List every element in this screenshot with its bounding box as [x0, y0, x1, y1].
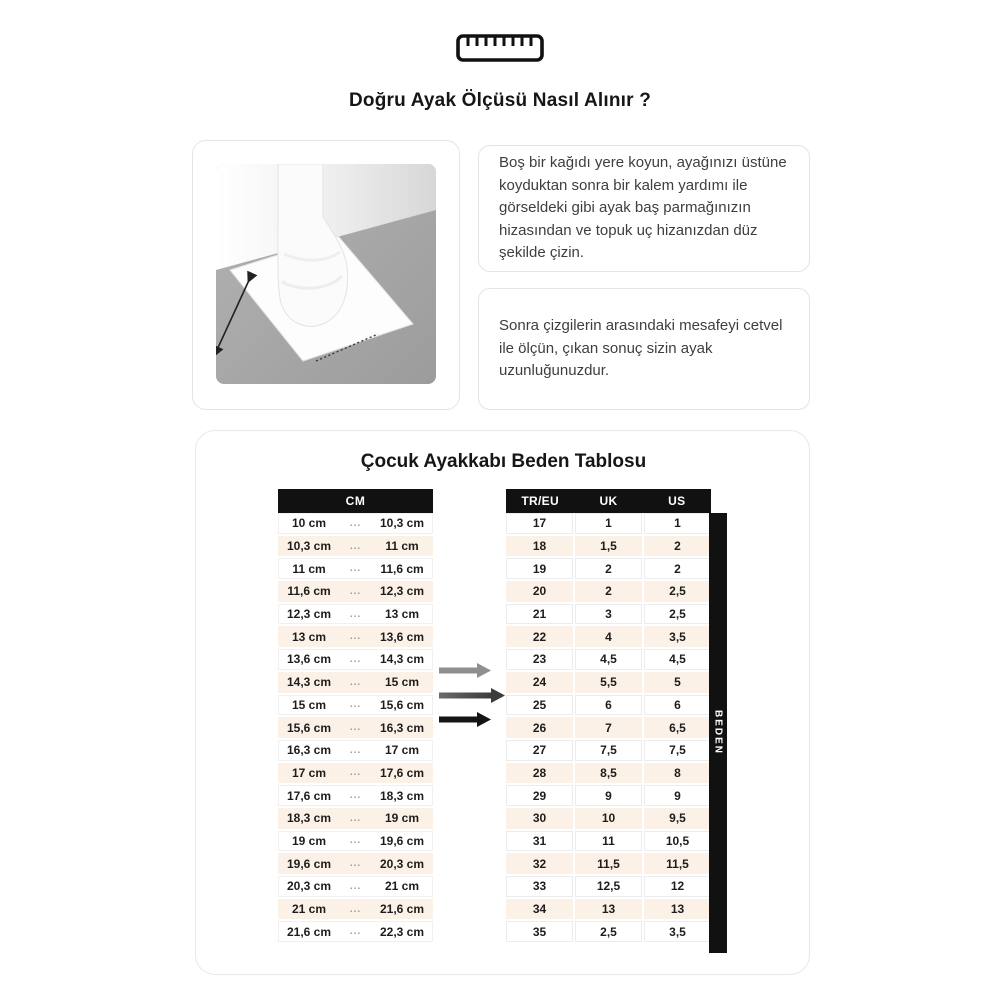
size-table-row	[506, 785, 711, 808]
cm-to-value: 15,6 cm	[379, 697, 425, 712]
foot-measure-photo	[216, 164, 436, 384]
us-value: 13	[644, 899, 711, 920]
us-value: 8	[644, 763, 711, 784]
cm-table-row	[278, 921, 433, 944]
cm-table-row	[278, 536, 433, 559]
size-table-row	[506, 876, 711, 899]
range-dots: ...	[349, 858, 362, 870]
header-uk: UK	[599, 494, 618, 508]
tr-eu-value: 30	[506, 808, 573, 829]
uk-value: 13	[575, 899, 642, 920]
cm-from-value: 18,3 cm	[286, 811, 332, 826]
uk-value: 11,5	[575, 853, 642, 874]
size-table-row	[506, 831, 711, 854]
us-value: 9,5	[644, 808, 711, 829]
tr-eu-value: 32	[506, 853, 573, 874]
cm-to-value: 13 cm	[384, 607, 420, 622]
cm-to-value: 10,3 cm	[379, 516, 425, 531]
range-dots: ...	[349, 926, 362, 938]
us-value: 11,5	[644, 853, 711, 874]
tr-eu-value: 33	[506, 876, 573, 897]
cm-from-value: 15,6 cm	[286, 720, 332, 735]
us-value: 2,5	[644, 604, 711, 625]
uk-value: 1	[575, 513, 642, 534]
uk-value: 1,5	[575, 536, 642, 557]
uk-value: 4	[575, 626, 642, 647]
tr-eu-value: 27	[506, 740, 573, 761]
range-dots: ...	[349, 880, 362, 892]
cm-table-row	[278, 581, 433, 604]
size-table-row	[506, 513, 711, 536]
size-table-row	[506, 740, 711, 763]
size-table-row	[506, 604, 711, 627]
header-us: US	[668, 494, 686, 508]
range-dots: ...	[349, 585, 362, 597]
header-tr-eu: TR/EU	[521, 494, 559, 508]
cm-table-row	[278, 558, 433, 581]
cm-from-value: 13,6 cm	[286, 652, 332, 667]
us-value: 10,5	[644, 831, 711, 852]
cm-from-value: 10,3 cm	[286, 539, 332, 554]
us-value: 9	[644, 785, 711, 806]
range-dots: ...	[349, 608, 362, 620]
size-table-row	[506, 717, 711, 740]
cm-table-row	[278, 876, 433, 899]
cm-to-value: 21,6 cm	[379, 902, 425, 917]
tr-eu-value: 17	[506, 513, 573, 534]
cm-table-row	[278, 626, 433, 649]
tr-eu-value: 34	[506, 899, 573, 920]
uk-value: 7	[575, 717, 642, 738]
cm-from-value: 12,3 cm	[286, 607, 332, 622]
size-table-row	[506, 853, 711, 876]
cm-to-value: 11 cm	[385, 539, 419, 554]
cm-table-row	[278, 717, 433, 740]
range-dots: ...	[349, 790, 362, 802]
uk-value: 5,5	[575, 672, 642, 693]
size-table-row	[506, 558, 711, 581]
tr-eu-value: 23	[506, 649, 573, 670]
cm-to-value: 22,3 cm	[379, 924, 425, 939]
cm-table	[278, 489, 433, 944]
uk-value: 4,5	[575, 649, 642, 670]
instruction-text-2: Sonra çizgilerin arasındaki mesafeyi cetvel ile ölçün, çıkan sonuç sizin ayak uzunluğunuzdur.	[499, 317, 783, 380]
beden-bar	[709, 513, 727, 953]
uk-value: 12,5	[575, 876, 642, 897]
cm-from-value: 16,3 cm	[286, 743, 332, 758]
us-value: 2,5	[644, 581, 711, 602]
arrow-gray-icon	[439, 663, 491, 678]
international-size-table	[506, 489, 711, 944]
us-value: 6	[644, 695, 711, 716]
range-dots: ...	[349, 563, 362, 575]
cm-to-value: 18,3 cm	[379, 788, 425, 803]
transfer-arrows	[439, 663, 505, 727]
us-value: 3,5	[644, 626, 711, 647]
cm-from-value: 14,3 cm	[286, 675, 332, 690]
cm-to-value: 16,3 cm	[379, 720, 425, 735]
cm-table-row	[278, 672, 433, 695]
cm-from-value: 21 cm	[291, 902, 327, 917]
instruction-card-2	[478, 288, 810, 410]
us-value: 4,5	[644, 649, 711, 670]
cm-table-row	[278, 899, 433, 922]
size-table-row	[506, 808, 711, 831]
tr-eu-value: 28	[506, 763, 573, 784]
tr-eu-value: 25	[506, 695, 573, 716]
size-table-row	[506, 899, 711, 922]
cm-to-value: 12,3 cm	[379, 584, 425, 599]
range-dots: ...	[349, 676, 362, 688]
range-dots: ...	[349, 653, 362, 665]
tr-eu-value: 31	[506, 831, 573, 852]
cm-from-value: 11,6 cm	[287, 584, 331, 599]
us-value: 2	[644, 536, 711, 557]
tr-eu-value: 21	[506, 604, 573, 625]
cm-table-row	[278, 785, 433, 808]
uk-value: 2	[575, 558, 642, 579]
range-dots: ...	[349, 699, 362, 711]
tr-eu-value: 26	[506, 717, 573, 738]
cm-to-value: 20,3 cm	[379, 856, 425, 871]
arrow-black-icon	[439, 712, 491, 727]
tr-eu-value: 18	[506, 536, 573, 557]
size-table-header-row	[506, 489, 711, 513]
tr-eu-value: 35	[506, 921, 573, 942]
size-table-row	[506, 695, 711, 718]
tr-eu-value: 24	[506, 672, 573, 693]
cm-table-header: CM	[278, 489, 433, 513]
size-table-row	[506, 649, 711, 672]
range-dots: ...	[349, 744, 362, 756]
size-table-card	[195, 430, 810, 975]
cm-table-row	[278, 649, 433, 672]
cm-to-value: 17,6 cm	[379, 765, 425, 780]
us-value: 7,5	[644, 740, 711, 761]
instruction-text-1: Boş bir kağıdı yere koyun, ayağınızı üstüne koyduktan sonra bir kalem yardımı ile görseldeki gibi ayak baş parmağınızın hizasından ve topuk uç hizanızdan düz şekilde çizin.	[499, 154, 787, 262]
tr-eu-value: 19	[506, 558, 573, 579]
cm-from-value: 19 cm	[291, 833, 327, 848]
tr-eu-value: 22	[506, 626, 573, 647]
size-table-row	[506, 921, 711, 944]
cm-table-row	[278, 604, 433, 627]
range-dots: ...	[349, 517, 362, 529]
cm-to-value: 19 cm	[384, 811, 420, 826]
us-value: 1	[644, 513, 711, 534]
range-dots: ...	[349, 540, 362, 552]
tr-eu-value: 20	[506, 581, 573, 602]
cm-from-value: 17,6 cm	[286, 788, 332, 803]
uk-value: 9	[575, 785, 642, 806]
range-dots: ...	[349, 722, 362, 734]
instruction-card-1	[478, 145, 810, 272]
cm-table-row	[278, 808, 433, 831]
cm-table-row	[278, 853, 433, 876]
size-table-body	[506, 513, 711, 944]
cm-to-value: 21 cm	[384, 879, 420, 894]
cm-to-value: 13,6 cm	[379, 629, 425, 644]
cm-from-value: 10 cm	[291, 516, 327, 531]
beden-label: BEDEN	[712, 710, 724, 756]
size-table-row	[506, 763, 711, 786]
range-dots: ...	[349, 835, 362, 847]
size-table-row	[506, 672, 711, 695]
us-value: 3,5	[644, 921, 711, 942]
uk-value: 8,5	[575, 763, 642, 784]
range-dots: ...	[349, 631, 362, 643]
us-value: 12	[644, 876, 711, 897]
cm-to-value: 17 cm	[384, 743, 420, 758]
uk-value: 2,5	[575, 921, 642, 942]
cm-to-value: 11,6 cm	[380, 561, 424, 576]
cm-from-value: 15 cm	[291, 697, 327, 712]
cm-table-row	[278, 740, 433, 763]
cm-table-row	[278, 763, 433, 786]
us-value: 2	[644, 558, 711, 579]
cm-table-row	[278, 831, 433, 854]
uk-value: 6	[575, 695, 642, 716]
cm-from-value: 21,6 cm	[286, 924, 332, 939]
us-value: 6,5	[644, 717, 711, 738]
cm-table-row	[278, 695, 433, 718]
cm-from-value: 13 cm	[291, 629, 327, 644]
cm-from-value: 20,3 cm	[286, 879, 332, 894]
cm-to-value: 15 cm	[384, 675, 420, 690]
cm-from-value: 11 cm	[292, 561, 326, 576]
cm-to-value: 14,3 cm	[379, 652, 425, 667]
ruler-icon	[0, 34, 1000, 67]
uk-value: 7,5	[575, 740, 642, 761]
uk-value: 11	[575, 831, 642, 852]
cm-from-value: 17 cm	[291, 765, 327, 780]
size-table-row	[506, 581, 711, 604]
range-dots: ...	[349, 812, 362, 824]
cm-to-value: 19,6 cm	[379, 833, 425, 848]
tr-eu-value: 29	[506, 785, 573, 806]
uk-value: 10	[575, 808, 642, 829]
page-title: Doğru Ayak Ölçüsü Nasıl Alınır ?	[348, 90, 651, 111]
uk-value: 2	[575, 581, 642, 602]
photo-card	[192, 140, 460, 410]
size-table-title: Çocuk Ayakkabı Beden Tablosu	[360, 451, 647, 472]
cm-table-row	[278, 513, 433, 536]
cm-from-value: 19,6 cm	[286, 856, 332, 871]
size-table-row	[506, 626, 711, 649]
size-table-row	[506, 536, 711, 559]
range-dots: ...	[349, 903, 362, 915]
us-value: 5	[644, 672, 711, 693]
uk-value: 3	[575, 604, 642, 625]
arrow-dark-icon	[439, 688, 505, 703]
range-dots: ...	[349, 767, 362, 779]
cm-table-body	[278, 513, 433, 944]
